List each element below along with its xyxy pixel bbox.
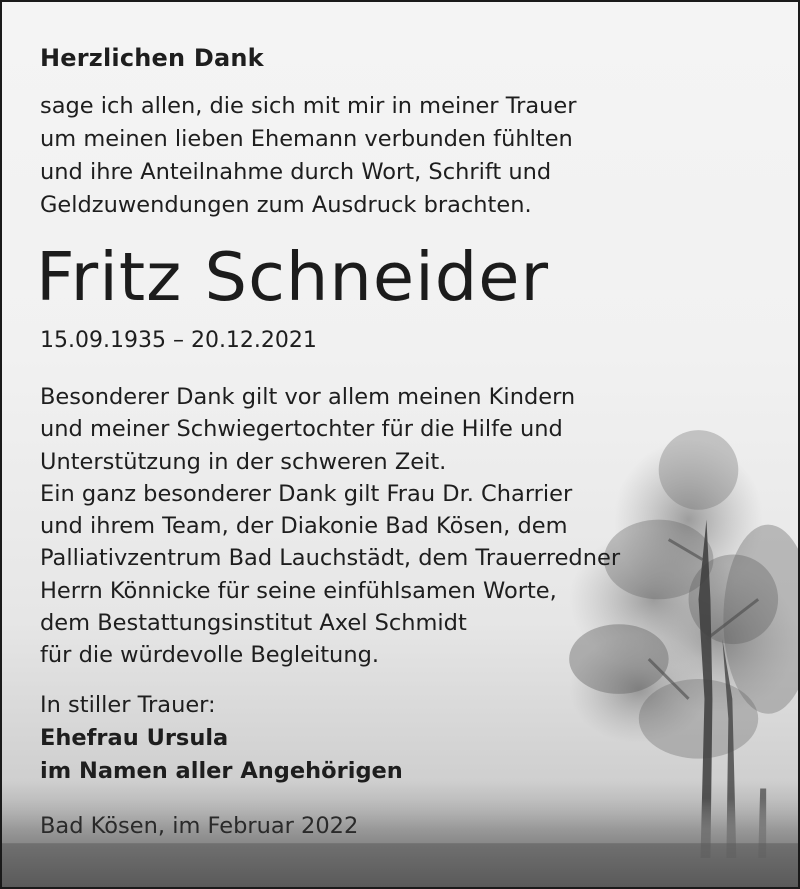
signature-family: im Namen aller Angehörigen bbox=[40, 758, 403, 784]
signature-widow: Ehefrau Ursula bbox=[40, 725, 229, 751]
heading: Herzlichen Dank bbox=[40, 44, 264, 72]
intro-paragraph: sage ich allen, die sich mit mir in meiner Trauer um meinen lieben Ehemann verbunden fühlten und ihre Anteilnahme durch Wort, Schrift und Geldzuwendungen zum Ausdruck brachten. bbox=[40, 93, 577, 218]
place-date: Bad Kösen, im Februar 2022 bbox=[40, 813, 359, 839]
life-dates: 15.09.1935 – 20.12.2021 bbox=[40, 328, 317, 353]
signature-block bbox=[40, 689, 403, 788]
signature-intro: In stiller Trauer: bbox=[40, 692, 216, 718]
thanks-paragraph: Besonderer Dank gilt vor allem meinen Kindern und meiner Schwiegertochter für die Hilfe und Unterstützung in der schweren Zeit. Ein ganz besonderer Dank gilt Frau Dr. Charrier und ihrem Team, der Diakonie Bad Kösen, dem Palliativzentrum Bad Lauchstädt, dem Trauerredner Herrn Könnicke für seine einfühlsamen Worte, dem Bestattungsinstitut Axel Schmidt für die würdevolle Begleitung. bbox=[40, 384, 621, 669]
deceased-name: Fritz Schneider bbox=[36, 238, 549, 316]
